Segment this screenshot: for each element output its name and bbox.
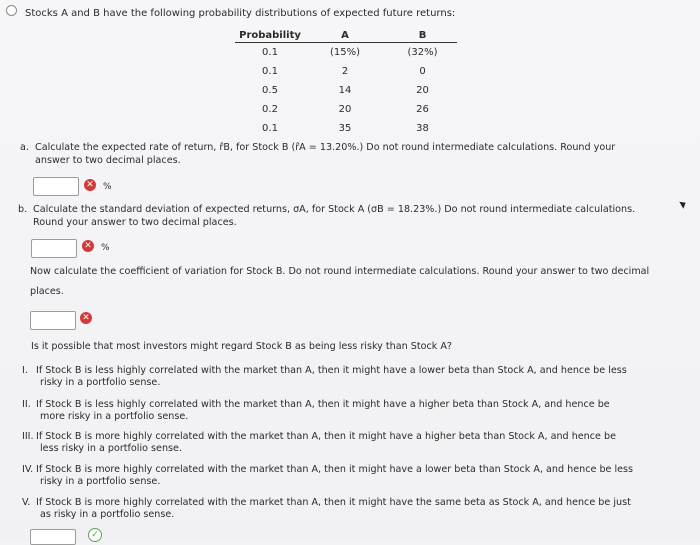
cell: 38 (416, 123, 429, 134)
table-row (235, 81, 460, 100)
cell: 26 (416, 104, 429, 115)
option-number: I. (22, 365, 28, 376)
answer-risk-select[interactable] (30, 529, 76, 545)
question-b-text-line2: Round your answer to two decimal places. (33, 217, 237, 228)
option-iv (22, 464, 633, 476)
option-number: III. (22, 431, 34, 442)
answer-b-input[interactable] (31, 239, 77, 258)
cell: (32%) (407, 47, 438, 58)
x-circle-icon: ✕ (80, 312, 92, 324)
question-a-label: a. (20, 142, 29, 153)
option-number: II. (22, 399, 31, 410)
cell: 0.2 (262, 104, 278, 115)
option-v-line2: as risky in a portfolio sense. (40, 509, 175, 520)
question-b-label: b. (18, 204, 28, 215)
header-a: A (341, 29, 349, 41)
check-circle-icon: ✓ (88, 528, 102, 542)
table-row (235, 119, 460, 138)
option-text: If Stock B is more highly correlated with the market than A, then it might have the same beta as Stock A, and hence be just (36, 497, 631, 508)
probability-table (235, 27, 460, 138)
cell: 14 (338, 85, 352, 96)
question-b-text-line1: Calculate the standard deviation of expected returns, σA, for Stock A (σB = 18.23%.) Do not round intermediate calculations. (33, 204, 636, 215)
option-ii (22, 399, 610, 411)
table-row (235, 43, 460, 62)
table-row (235, 62, 460, 81)
mouse-cursor-icon (679, 199, 687, 208)
cell: 0.1 (262, 123, 278, 134)
cell: 0.1 (262, 66, 278, 77)
question-risk-text: Is it possible that most investors might regard Stock B as being less risky than Stock A? (31, 341, 453, 352)
cell: (15%) (329, 47, 361, 58)
question-cv-text-line2: places. (30, 286, 64, 297)
option-text: If Stock B is less highly correlated with the market than A, then it might have a lower beta than Stock A, and hence be less (36, 365, 627, 376)
answer-b-unit: % (101, 243, 110, 253)
option-i (22, 365, 627, 377)
option-iii-line2: less risky in a portfolio sense. (40, 443, 182, 454)
answer-cv-input[interactable] (30, 311, 76, 330)
cell: 20 (416, 85, 429, 96)
option-iii (22, 431, 616, 443)
option-text: If Stock B is more highly correlated with the market than A, then it might have a lower beta than Stock A, and hence be less (36, 464, 634, 475)
option-number: IV. (22, 464, 34, 475)
radio-circle-icon[interactable] (6, 5, 17, 16)
header-probability: Probability (239, 29, 301, 41)
option-text: If Stock B is more highly correlated with the market than A, then it might have a higher beta than Stock A, and hence be (36, 431, 616, 442)
cell: 2 (341, 66, 349, 77)
cell: 0.1 (262, 47, 278, 58)
option-text: If Stock B is less highly correlated with the market than A, then it might have a higher beta than Stock A, and hence be (36, 399, 610, 410)
cell: 0.5 (262, 85, 278, 96)
cell: 20 (338, 104, 352, 115)
x-circle-icon: ✕ (84, 179, 96, 191)
answer-a-input[interactable] (33, 177, 79, 196)
x-circle-icon: ✕ (82, 240, 94, 252)
table-row (235, 100, 460, 119)
table-header-divider (235, 42, 457, 43)
header-b: B (418, 29, 427, 41)
answer-a-unit: % (103, 182, 112, 192)
option-v (22, 497, 631, 509)
question-a-text-line2: answer to two decimal places. (35, 155, 181, 166)
problem-intro: Stocks A and B have the following probability distributions of expected future returns: (25, 8, 456, 19)
option-i-line2: risky in a portfolio sense. (40, 377, 161, 388)
option-ii-line2: more risky in a portfolio sense. (40, 411, 189, 422)
cell: 35 (338, 123, 352, 134)
option-iv-line2: risky in a portfolio sense. (40, 476, 161, 487)
cell: 0 (419, 66, 426, 77)
question-a-text-line1: Calculate the expected rate of return, r̂B, for Stock B (r̂A = 13.20%.) Do not round intermediate calculations. Round your (35, 142, 616, 153)
option-number: V. (22, 497, 31, 508)
question-cv-text-line1: Now calculate the coefficient of variation for Stock B. Do not round intermediate calculations. Round your answer to two decimal (30, 266, 650, 277)
